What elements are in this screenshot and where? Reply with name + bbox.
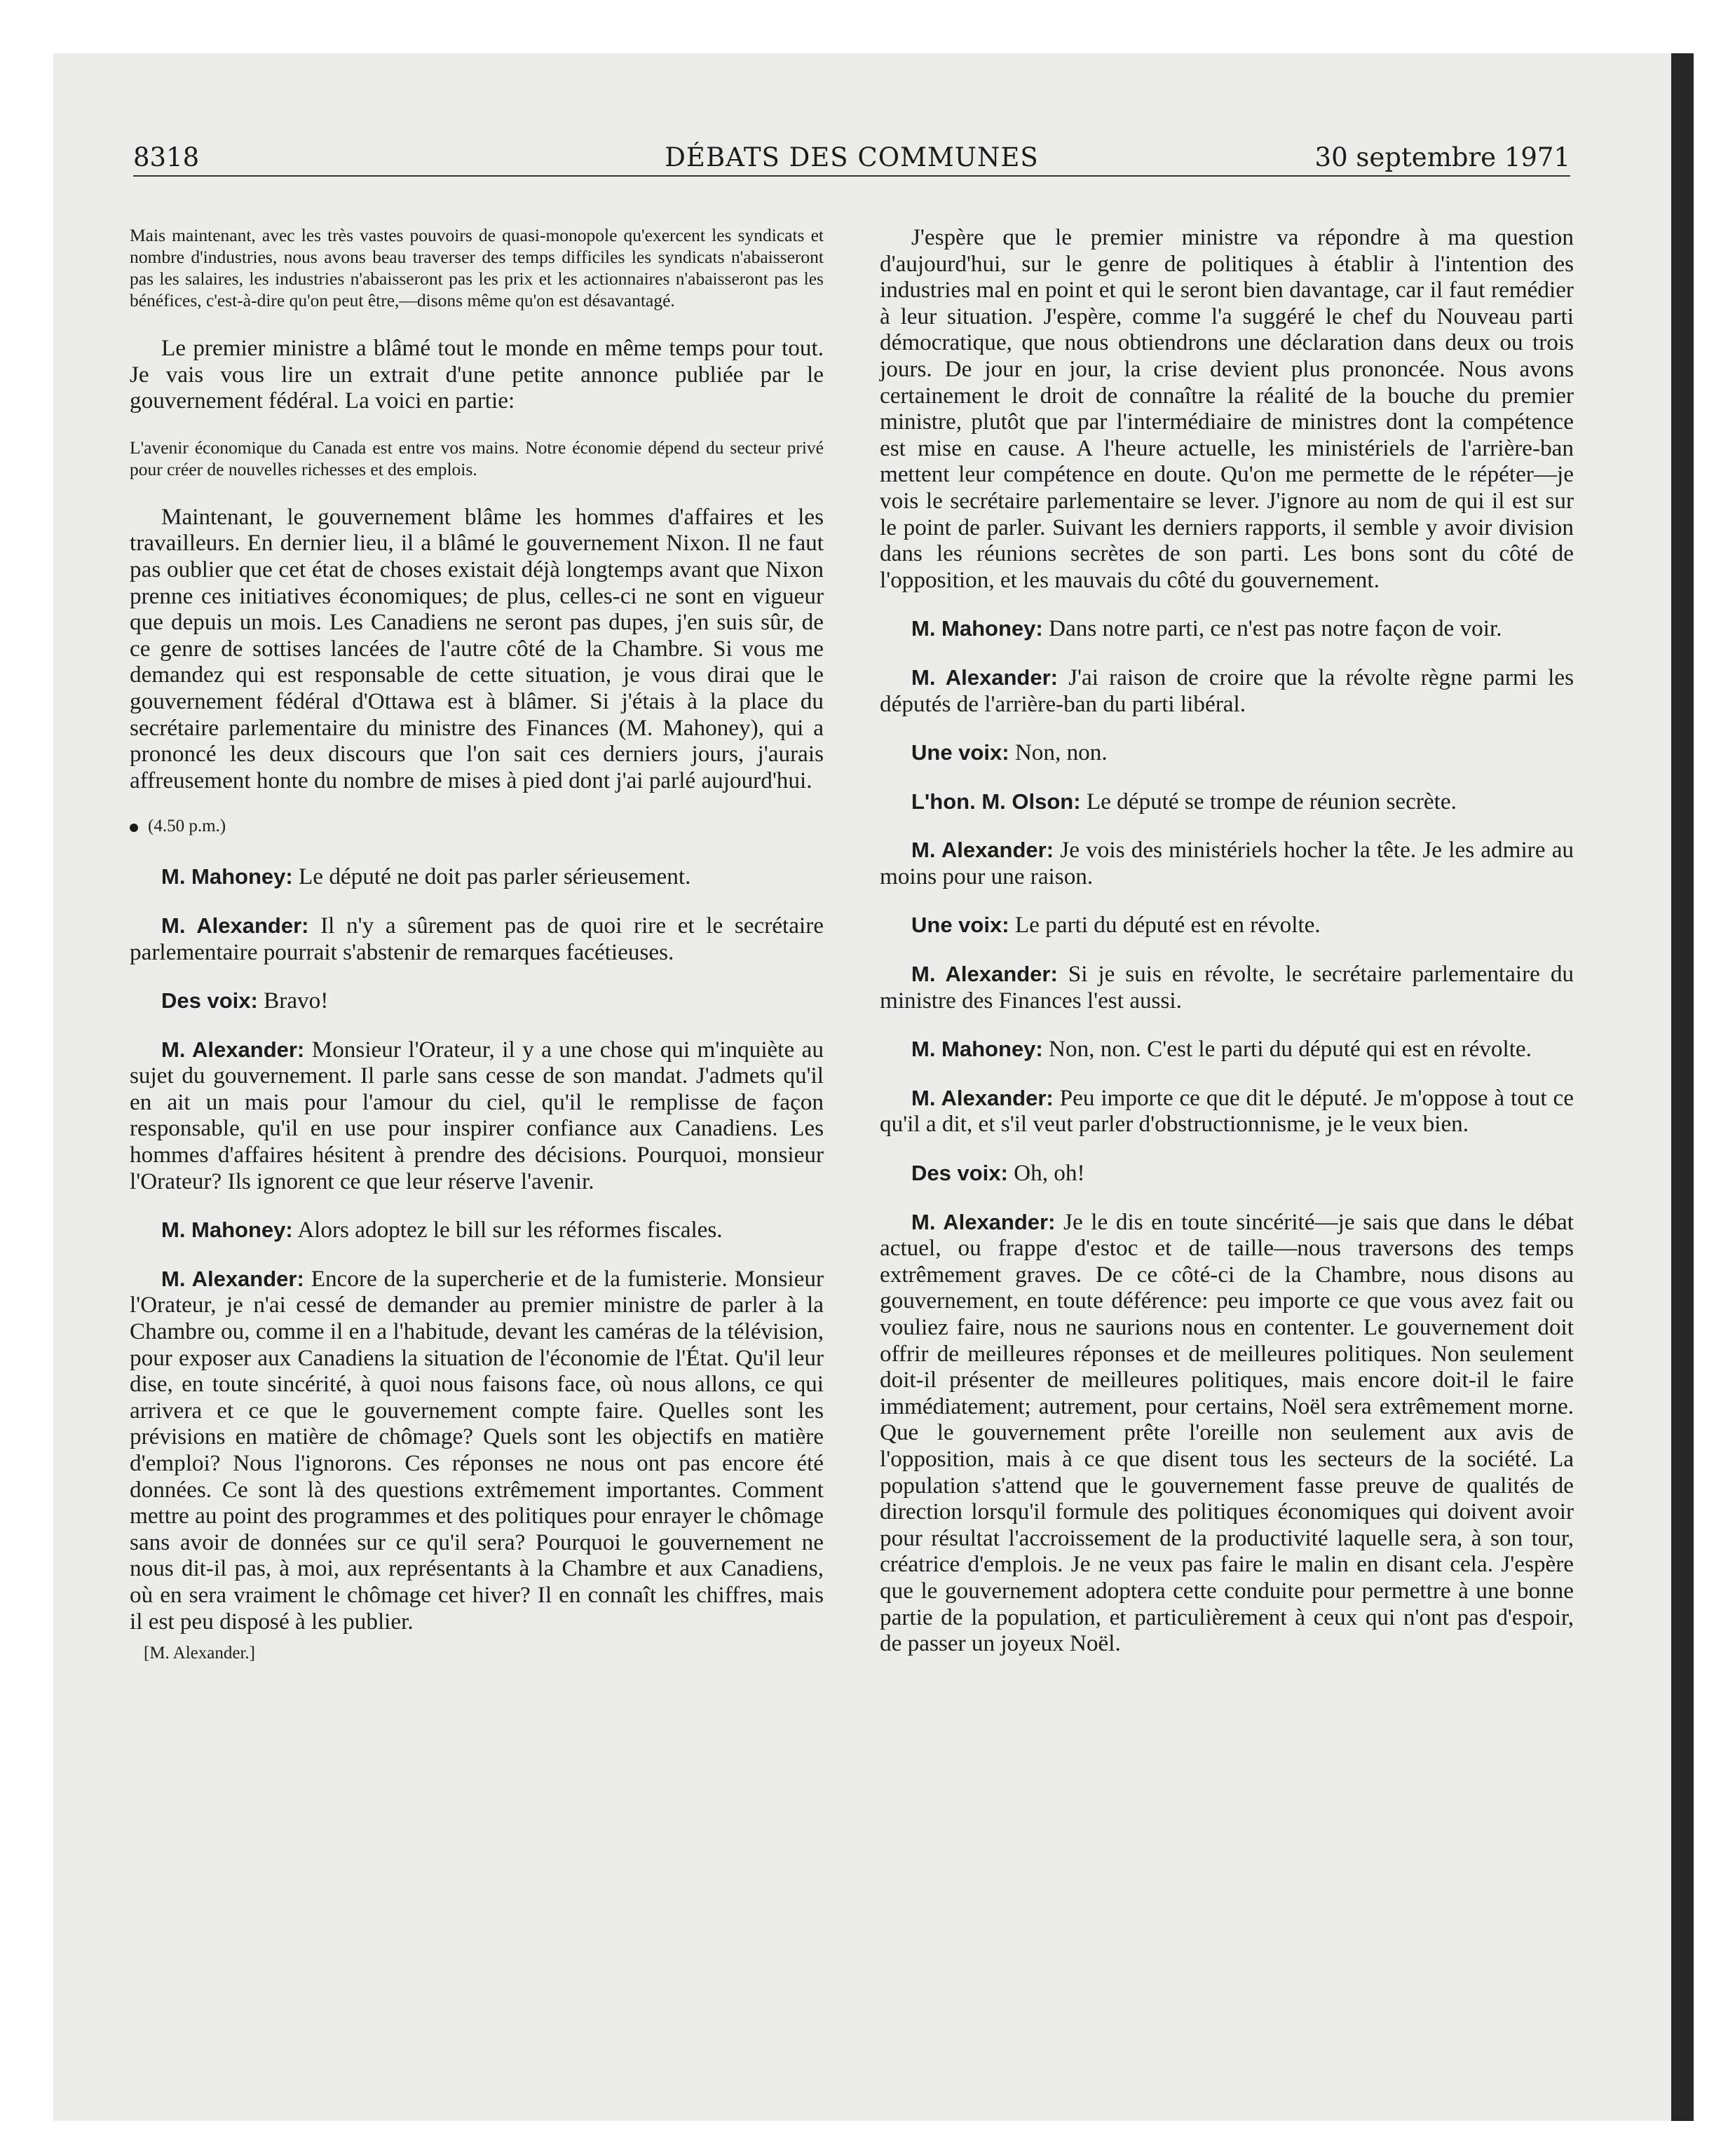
scan-edge-shadow	[1671, 53, 1694, 2121]
speech	[880, 1085, 1574, 1138]
speech	[880, 664, 1574, 717]
speaker-name: M. Alexander:	[161, 1266, 304, 1291]
speech-text: Dans notre parti, ce n'est pas notre façon de voir.	[1049, 615, 1502, 642]
speech	[880, 615, 1574, 642]
speech-text: Encore de la supercherie et de la fumisterie. Monsieur l'Orateur, je n'ai cessé de demander au premier ministre de parler à la Chambre ou, comme il en a l'habitude, devant les caméras de la télévision, pour exposer aux Canadiens la situation de l'économie de l'État. Qu'il leur dise, en toute sincérité, à quoi nous faisons face, où nous allons, ce qui arrivera et ce que le gouvernement compte faire. Quelles sont les prévisions en matière de chômage? Quels sont les objectifs en matière d'emploi? Nous l'ignorons. Ces réponses ne nous ont pas encore été données. Ce sont là des questions extrêmement importantes. Comment mettre au point des programmes et des politiques pour enrayer le chômage sans avoir de données sur ce qu'il sera? Pourquoi le gouvernement ne nous dit-il pas, à moi, aux représentants à la Chambre et aux Canadiens, où en sera vraiment le chômage cet hiver? Il en connaît les chiffres, mais il est peu disposé à les publier.	[130, 1265, 824, 1635]
publication-title: DÉBATS DES COMMUNES	[665, 142, 1039, 172]
speech	[880, 739, 1574, 766]
speaker-name: M. Alexander:	[161, 913, 309, 938]
speaker-name: Des voix:	[161, 988, 258, 1014]
speech-text: Alors adoptez le bill sur les réformes fiscales.	[297, 1217, 723, 1243]
speaker-name: M. Alexander:	[161, 1037, 305, 1062]
time-marker	[130, 816, 824, 837]
paragraph: Le premier ministre a blâmé tout le monde en même temps pour tout. Je vais vous lire un extrait d'une petite annonce publiée par le gouvernement fédéral. La voici en partie:	[130, 335, 824, 414]
speech	[130, 1217, 824, 1243]
speaker-name: M. Alexander:	[911, 838, 1054, 863]
speech	[880, 1209, 1574, 1657]
speech-text: Oh, oh!	[1014, 1160, 1085, 1187]
left-column	[130, 224, 824, 1664]
speech	[880, 1160, 1574, 1187]
speech	[130, 913, 824, 965]
speaker-name: M. Mahoney:	[911, 1037, 1043, 1062]
speaker-name: M. Mahoney:	[161, 1217, 293, 1243]
speaker-name: M. Alexander:	[911, 962, 1058, 987]
speech-text: Je le dis en toute sincérité—je sais que dans le débat actuel, ou frappe d'estoc et de taille—nous traversons des temps extrêmement graves. De ce côté-ci de la Chambre, nous disons au gouvernement, en toute déférence: peu importe ce que vous avez fait ou vouliez faire, nous ne saurions nous en contenter. Le gouvernement doit offrir de meilleures réponses et de meilleures politiques. Non seulement doit-il présenter de meilleures politiques, mais encore doit-il le faire immédiatement; autrement, pour certains, Noël sera extrêmement morne. Que le gouvernement prête l'oreille non seulement aux avis de l'opposition, mais à ce que disent tous les secteurs de la société. La population s'attend que le gouvernement fasse preuve de qualités de direction lorsqu'il formule des politiques économiques qui doivent avoir pour résultat l'accroissement de la productivité laquelle sera, à son tour, créatrice d'emplois. Je ne veux pas faire le malin en disant cela. J'espère que le gouvernement adoptera cette conduite pour permettre à une bonne partie de la population, et particulièrement à ceux qui n'ont pas d'espoir, de passer un joyeux Noël.	[880, 1208, 1574, 1657]
speech	[130, 864, 824, 890]
speech-text: Monsieur l'Orateur, il y a une chose qui m'inquiète au sujet du gouvernement. Il parle sans cesse de son mandat. J'admets qu'il en ait un mais pour l'amour du ciel, qu'il le remplisse de façon responsable, qu'il en use pour inspirer confiance aux Canadiens. Les hommes d'affaires hésitent à prendre des décisions. Pourquoi, monsieur l'Orateur? Ils ignorent ce que leur réserve l'avenir.	[130, 1036, 824, 1194]
speech	[880, 789, 1574, 815]
block-quote: Mais maintenant, avec les très vastes pouvoirs de quasi-monopole qu'exercent les syndicats et nombre d'industries, nous avons beau traverser des temps difficiles les syndicats n'abaisseront pas les salaires, les industries n'abaisseront pas les prix et les actionnaires n'abaisseront pas les bénéfices, c'est-à-dire qu'on peut être,—disons même qu'on est désavantagé.	[130, 225, 824, 311]
speaker-name: M. Alexander:	[911, 1085, 1054, 1110]
speech-text: Je vois des ministériels hocher la tête. Je les admire au moins pour une raison.	[880, 837, 1574, 889]
speech-text: Le député ne doit pas parler sérieusement.	[299, 864, 691, 890]
page-number: 8318	[133, 142, 200, 172]
speech	[880, 961, 1574, 1014]
page-header	[133, 140, 1570, 177]
time-marker-text: (4.50 p.m.)	[148, 817, 226, 836]
speech	[130, 1266, 824, 1635]
speaker-name: M. Alexander:	[911, 1209, 1056, 1234]
block-quote: L'avenir économique du Canada est entre vos mains. Notre économie dépend du secteur privé pour créer de nouvelles richesses et des emplois.	[130, 437, 824, 479]
speaker-signoff: [M. Alexander.]	[144, 1644, 255, 1663]
speaker-name: Une voix:	[911, 740, 1009, 765]
speaker-name: M. Mahoney:	[911, 616, 1043, 641]
speech-text: Peu importe ce que dit le député. Je m'oppose à tout ce qu'il a dit, et s'il veut parler d'obstructionnisme, je le veux bien.	[880, 1084, 1574, 1138]
speech-text: Il n'y a sûrement pas de quoi rire et le secrétaire parlementaire pourrait s'abstenir de remarques facétieuses.	[130, 912, 824, 965]
speech	[880, 837, 1574, 889]
speech	[880, 1036, 1574, 1063]
speech-text: Si je suis en révolte, le secrétaire parlementaire du ministre des Finances l'est aussi.	[880, 961, 1574, 1014]
speech-text: Non, non. C'est le parti du député qui est en révolte.	[1049, 1036, 1532, 1063]
publication-date: 30 septembre 1971	[1314, 142, 1570, 172]
speaker-name: M. Mahoney:	[161, 864, 293, 889]
speaker-name: L'hon. M. Olson:	[911, 789, 1081, 814]
speech	[880, 912, 1574, 939]
speech-text: Le parti du député est en révolte.	[1014, 912, 1321, 939]
speech-text: Bravo!	[264, 988, 329, 1014]
right-column	[880, 224, 1574, 1679]
speech	[130, 1037, 824, 1195]
speech-text: Le député se trompe de réunion secrète.	[1086, 788, 1457, 814]
bullet-icon	[130, 824, 138, 832]
paragraph: J'espère que le premier ministre va répondre à ma question d'aujourd'hui, sur le genre de politiques à établir à l'intention des industries mal en point et qui le seront bien davantage, car il faut remédier à leur situation. J'espère, comme l'a suggéré le chef du Nouveau parti démocratique, que nous obtiendrons une déclaration dans deux ou trois jours. De jour en jour, la crise devient plus prononcée. Nous avons certainement le droit de connaître la réalité de la bouche du premier ministre, plutôt que par l'intermédiaire de ministres dont la compétence est mise en cause. A l'heure actuelle, les ministériels de l'arrière-ban mettent leur compétence en doute. Qu'on me permette de le répéter—je vois le secrétaire parlementaire se lever. J'ignore au nom de qui il est sur le point de parler. Suivant les derniers rapports, il semble y avoir division dans les réunions secrètes de son parti. Les bons sont du côté de l'opposition, et les mauvais du côté du gouvernement.	[880, 224, 1574, 593]
paragraph: Maintenant, le gouvernement blâme les hommes d'affaires et les travailleurs. En dernier lieu, il a blâmé le gouvernement Nixon. Il ne faut pas oublier que cet état de choses existait déjà longtemps avant que Nixon prenne ces initiatives économiques; de plus, celles-ci ne sont en vigueur que depuis un mois. Les Canadiens ne seront pas dupes, j'en suis sûr, de ce genre de sottises lancées de l'autre côté de la Chambre. Si vous me demandez qui est responsable de cette situation, je vous dirai que le gouvernement fédéral d'Ottawa est à blâmer. Si j'étais à la place du secrétaire parlementaire du ministre des Finances (M. Mahoney), qui a prononcé les deux discours que l'on sait ces derniers jours, j'aurais affreusement honte du nombre de mises à pied dont j'ai parlé aujourd'hui.	[130, 503, 824, 793]
speech-text: J'ai raison de croire que la révolte règne parmi les députés de l'arrière-ban du parti libéral.	[880, 664, 1574, 717]
speaker-name: M. Alexander:	[911, 664, 1058, 690]
speaker-name: Une voix:	[911, 913, 1009, 938]
speech	[130, 988, 824, 1014]
speech-text: Non, non.	[1014, 739, 1108, 766]
speaker-name: Des voix:	[911, 1161, 1008, 1186]
